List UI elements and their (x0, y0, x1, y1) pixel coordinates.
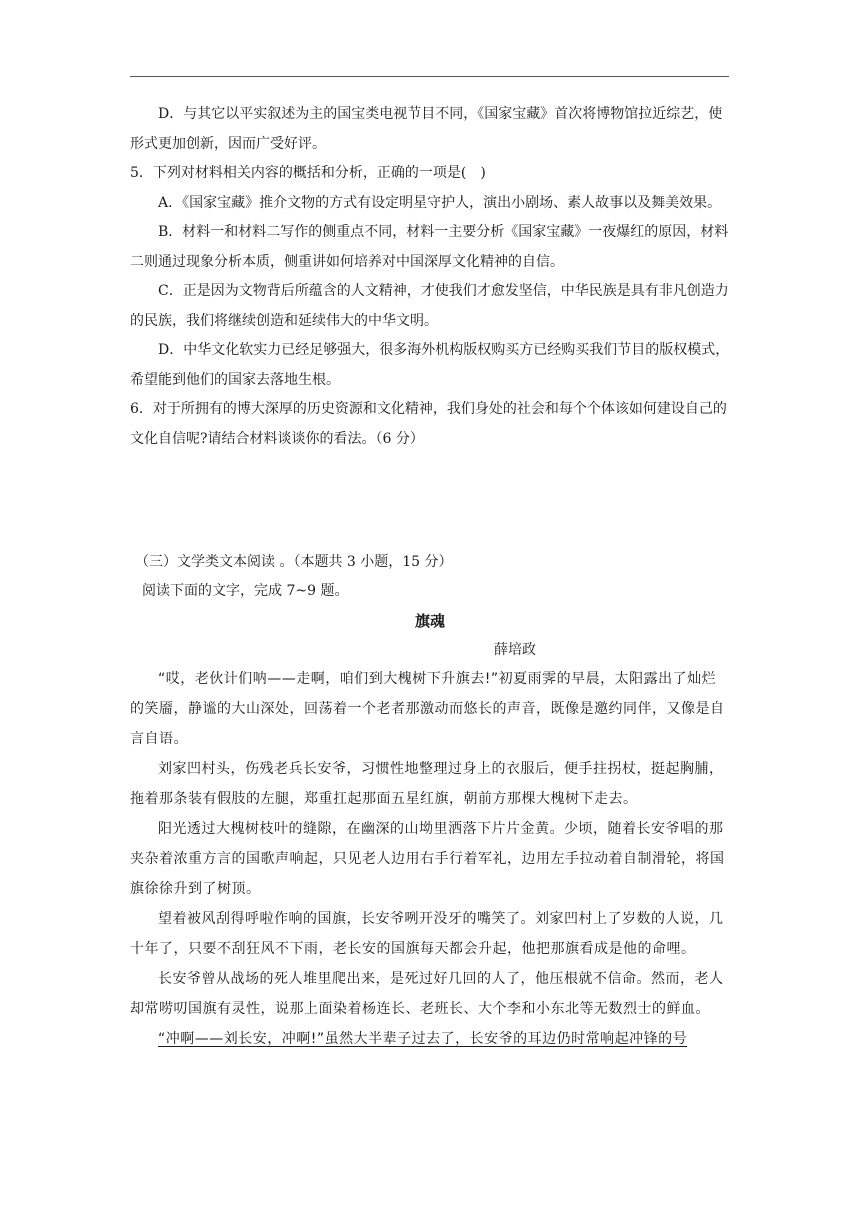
story-paragraph-5: 长安爷曾从战场的死人堆里爬出来，是死过好几回的人了，他压根就不信命。然而，老人却常唠叨国旗有灵性，说那上面染着杨连长、老班长、大个李和小东北等无数烈士的鲜血。 (130, 971, 724, 1017)
q5-option-a: A．《国家宝藏》推介文物的方式有设定明星守护人，演出小剧场、素人故事以及舞美效果。 (158, 194, 722, 211)
document-body (130, 100, 730, 1054)
story-paragraph-4: 望着被风刮得呼啦作响的国旗，长安爷咧开没牙的嘴笑了。刘家凹村上了岁数的人说，几十年了，只要不刮狂风不下雨，老长安的国旗每天都会升起，他把那旗看成是他的命哩。 (130, 911, 724, 957)
q5-option-b: B．材料一和材料二写作的侧重点不同，材料一主要分析《国家宝藏》一夜爆红的原因，材料二则通过现象分析本质，侧重讲如何培养对中国深厚文化精神的自信。 (130, 224, 729, 270)
question-5: 5．下列对材料相关内容的概括和分析，正确的一项是( ) (130, 165, 486, 181)
q4-option-d: D．与其它以平实叙述为主的国宝类电视节目不同，《国家宝藏》首次将博物馆拉近综艺，使形式更加创新，因而广受好评。 (130, 106, 723, 152)
q5-option-c: C．正是因为文物背后所蕴含的人文精神，才使我们才愈发坚信，中华民族是具有非凡创造力的民族，我们将继续创造和延续伟大的中华文明。 (130, 283, 729, 329)
header-rule (130, 76, 729, 77)
q5-option-d: D．中华文化软实力已经足够强大，很多海外机构版权购买方已经购买我们节目的版权模式，希望能到他们的国家去落地生根。 (130, 342, 730, 388)
answer-space (130, 454, 730, 548)
reading-instruction: 阅读下面的文字，完成 7~9 题。 (142, 583, 349, 599)
story-author: 薛培政 (494, 642, 536, 658)
question-6: 6．对于所拥有的博大深厚的历史资源和文化精神，我们身处的社会和每个个体该如何建设自己的文化自信呢?请结合材料谈谈你的看法。（6 分） (130, 401, 727, 447)
story-paragraph-1: “哎，老伙计们呐——走啊，咱们到大槐树下升旗去!”初夏雨霁的早晨，太阳露出了灿烂的笑靥，静谧的大山深处，回荡着一个老者那激动而悠长的声音，既像是邀约同伴，又像是自言自语。 (130, 671, 725, 747)
section-heading: （三）文学类文本阅读 。（本题共 3 小题，15 分） (135, 554, 453, 570)
story-paragraph-3: 阳光透过大槐树枝叶的缝隙，在幽深的山坳里洒落下片片金黄。少顷，随着长安爷唱的那夹杂着浓重方言的国歌声响起，只见老人边用右手行着军礼，边用左手拉动着自制滑轮，将国旗徐徐升到了树顶。 (130, 821, 725, 897)
story-title: 旗魂 (414, 612, 445, 630)
story-paragraph-2: 刘家凹村头，伤残老兵长安爷，习惯性地整理过身上的衣服后，便手拄拐杖，挺起胸脯，拖着那条装有假肢的左腿，郑重扛起那面五星红旗，朝前方那棵大槐树下走去。 (130, 761, 724, 807)
story-paragraph-6: “冲啊——刘长安，冲啊!”虽然大半辈子过去了，长安爷的耳边仍时常响起冲锋的号 (158, 1031, 688, 1047)
